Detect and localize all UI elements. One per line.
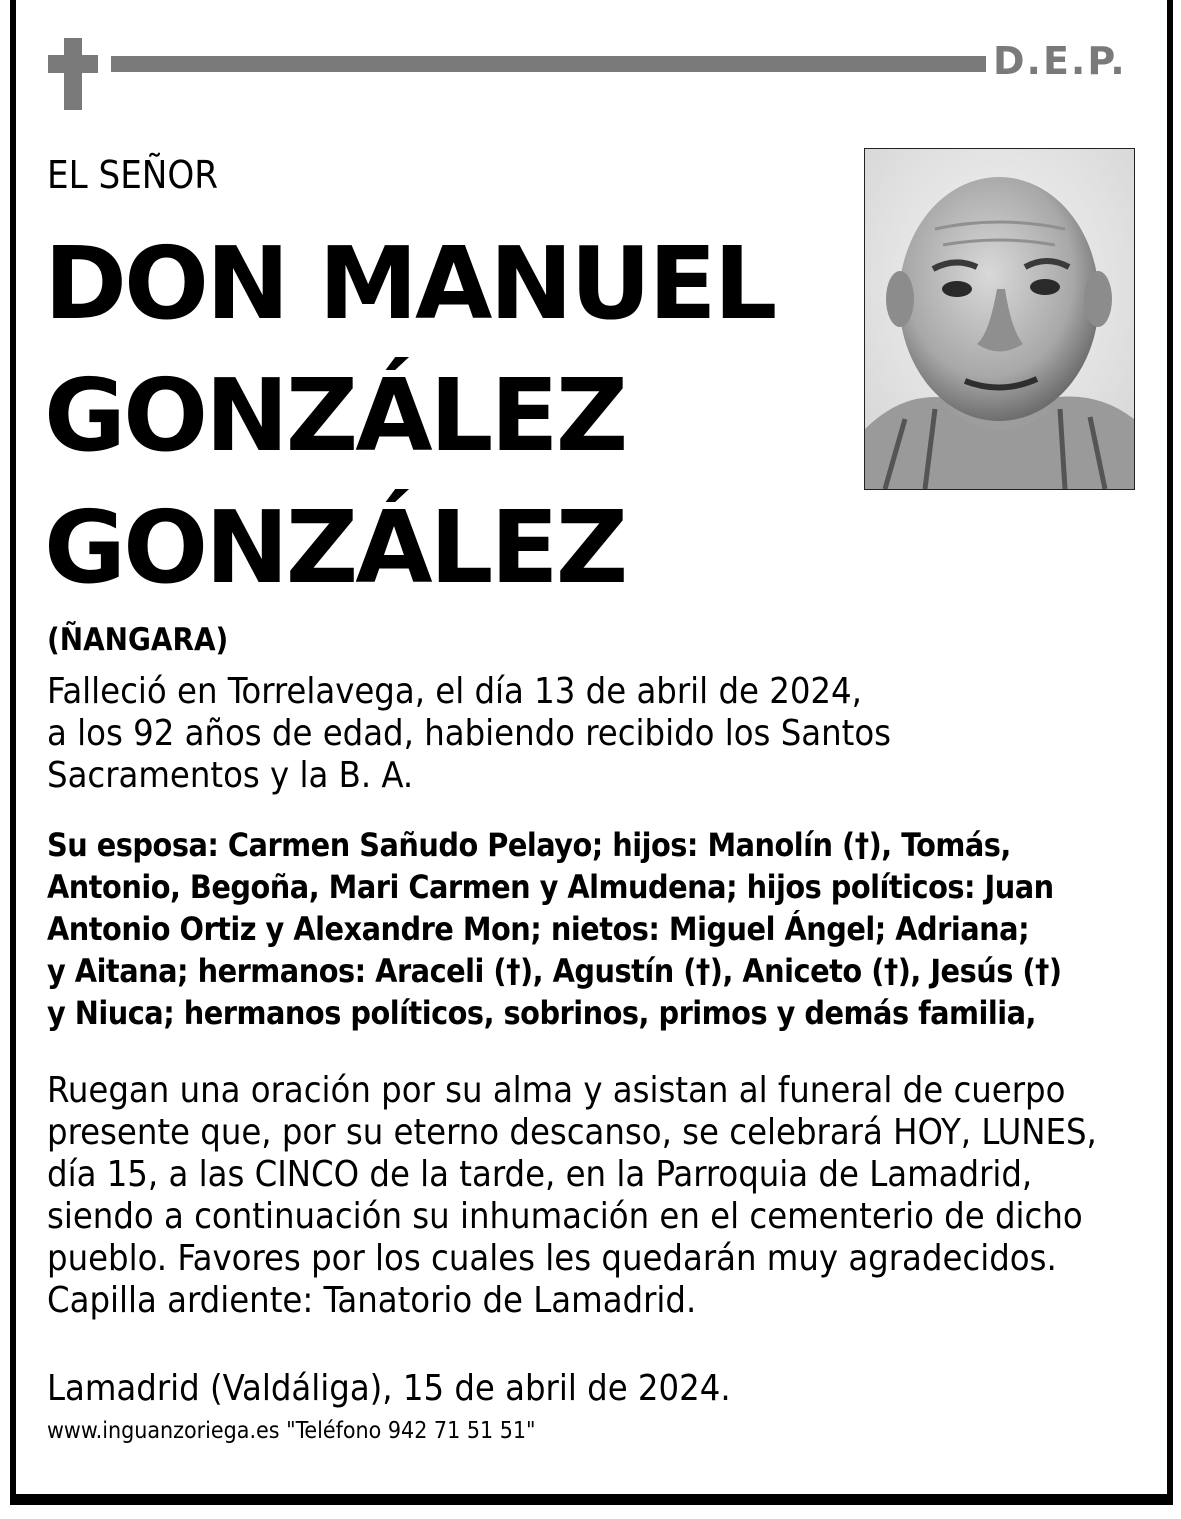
dep-label: D.E.P.	[993, 39, 1127, 83]
text-line: presente que, por su eterno descanso, se celebrará HOY, LUNES,	[47, 1112, 1097, 1153]
honorific: EL SEÑOR	[47, 153, 219, 197]
death-notice	[47, 671, 891, 797]
text-line: Ruegan una oración por su alma y asistan al funeral de cuerpo	[47, 1070, 1066, 1111]
text-line: y Niuca; hermanos políticos, sobrinos, primos y demás familia,	[47, 994, 1036, 1032]
text-line: Sacramentos y la B. A.	[47, 755, 414, 796]
text-line: a los 92 años de edad, habiendo recibido los Santos	[47, 713, 892, 754]
name-line-1: DON MANUEL	[44, 225, 775, 342]
family-list	[47, 824, 1062, 1034]
text-line: Falleció en Torrelavega, el día 13 de abril de 2024,	[47, 671, 862, 712]
text-line: Capilla ardiente: Tanatorio de Lamadrid.	[47, 1280, 697, 1321]
text-line: siendo a continuación su inhumación en el cementerio de dicho	[47, 1196, 1083, 1237]
funeral-details	[47, 1070, 1097, 1322]
header-rule	[111, 56, 986, 72]
text-line: pueblo. Favores por los cuales les quedarán muy agradecidos.	[47, 1238, 1057, 1279]
name-line-2: GONZÁLEZ	[44, 357, 626, 474]
text-line: Su esposa: Carmen Sañudo Pelayo; hijos: Manolín (†), Tomás,	[47, 826, 1011, 864]
text-line: y Aitana; hermanos: Araceli (†), Agustín (†), Aniceto (†), Jesús (†)	[47, 952, 1062, 990]
text-line: Antonio Ortiz y Alexandre Mon; nietos: Miguel Ángel; Adriana;	[47, 910, 1030, 948]
name-line-3: GONZÁLEZ	[44, 489, 626, 606]
text-line: Antonio, Begoña, Mari Carmen y Almudena; hijos políticos: Juan	[47, 868, 1054, 906]
cross-icon	[64, 38, 82, 110]
text-line: día 15, a las CINCO de la tarde, en la Parroquia de Lamadrid,	[47, 1154, 1033, 1195]
portrait-photo	[864, 148, 1135, 490]
cross-icon-bar	[48, 55, 98, 73]
place-date: Lamadrid (Valdáliga), 15 de abril de 2024.	[47, 1368, 731, 1409]
nickname: (ÑANGARA)	[47, 622, 229, 658]
footer-contact: www.inguanzoriega.es "Teléfono 942 71 51 51"	[47, 1418, 536, 1444]
